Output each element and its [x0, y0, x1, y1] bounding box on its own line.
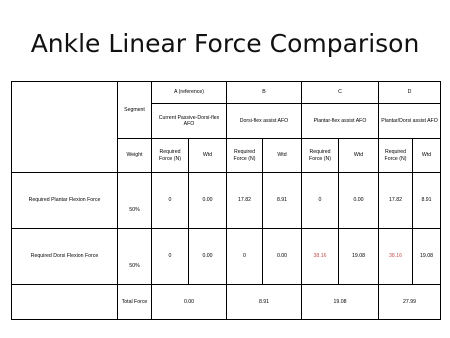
- row-criteria-label: Required Plantar Flexion Force: [12, 173, 118, 229]
- force-comparison-table: [11, 81, 441, 320]
- table-cell: 0.00: [339, 173, 379, 229]
- row-weight: 50%: [129, 207, 140, 214]
- wtd-header-a: Wtd: [189, 139, 227, 173]
- total-value-b: 8.91: [227, 285, 302, 320]
- table-row: [12, 229, 441, 285]
- group-c-letter: C: [302, 82, 379, 104]
- group-letter-row: [12, 82, 441, 104]
- table-cell: 8.91: [413, 173, 441, 229]
- total-row: [12, 285, 441, 320]
- total-value-c: 19.08: [302, 285, 379, 320]
- group-b-name: Dorsi-flex assist AFO: [227, 104, 302, 139]
- table-cell-highlighted: 38.16: [302, 229, 339, 285]
- slide-title: Ankle Linear Force Comparison: [30, 29, 420, 58]
- force-header-a: Required Force (N): [152, 139, 189, 173]
- wtd-header-b: Wtd: [263, 139, 302, 173]
- wtd-header-c: Wtd: [339, 139, 379, 173]
- table-cell: 19.08: [339, 229, 379, 285]
- total-force-label: Total Force: [118, 285, 152, 320]
- table-row: [12, 173, 441, 229]
- weight-header: Weight: [118, 139, 152, 173]
- total-value-a: 0.00: [152, 285, 227, 320]
- row-weight: 50%: [129, 263, 140, 270]
- table-cell: 17.82: [227, 173, 263, 229]
- table-cell: 0: [152, 173, 189, 229]
- group-d-letter: D: [379, 82, 441, 104]
- total-value-d: 27.99: [379, 285, 441, 320]
- table-cell: 17.82: [379, 173, 413, 229]
- table-cell: 0.00: [263, 229, 302, 285]
- table-cell: 0.00: [189, 173, 227, 229]
- table-cell: 0: [152, 229, 189, 285]
- segment-header: Segment: [118, 82, 152, 139]
- group-b-letter: B: [227, 82, 302, 104]
- group-c-name: Plantar-flex assist AFO: [302, 104, 379, 139]
- table-cell: 0.00: [189, 229, 227, 285]
- group-a-name: Current Passive-Dorsi-flex AFO: [152, 104, 227, 139]
- row-criteria-label: Required Dorsi Flexion Force: [12, 229, 118, 285]
- force-header-d: Required Force (N): [379, 139, 413, 173]
- blank-total-cell: [12, 285, 118, 320]
- table-cell: 19.08: [413, 229, 441, 285]
- force-header-c: Required Force (N): [302, 139, 339, 173]
- group-d-name: Plantar/Dorsi assist AFO: [379, 104, 441, 139]
- blank-corner-cell: [12, 82, 118, 173]
- table-cell: 0: [227, 229, 263, 285]
- wtd-header-d: Wtd: [413, 139, 441, 173]
- table-cell-highlighted: 38.16: [379, 229, 413, 285]
- group-a-letter: A (reference): [152, 82, 227, 104]
- table-cell: 8.91: [263, 173, 302, 229]
- table-cell: 0: [302, 173, 339, 229]
- force-header-b: Required Force (N): [227, 139, 263, 173]
